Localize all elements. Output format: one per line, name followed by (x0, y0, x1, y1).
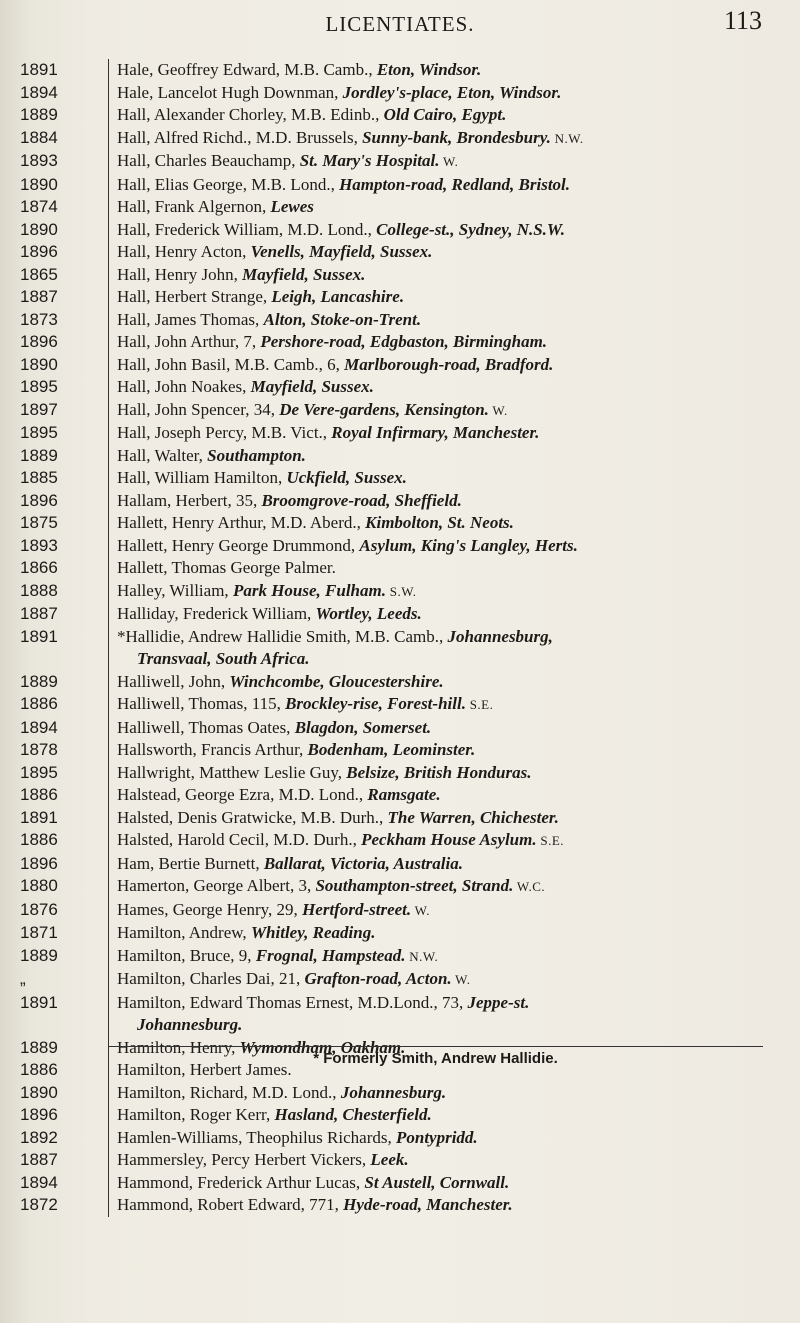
page-header (0, 4, 800, 44)
list-item (0, 829, 800, 853)
entry-year: 1896 (20, 332, 58, 351)
entry-address: Jeppe-st. (467, 992, 530, 1012)
entry-address: Ramsgate. (367, 785, 441, 804)
entry-name: Hallsworth, Francis Arthur, (117, 740, 308, 759)
entry-text (108, 626, 763, 671)
entry-name: Hallett, Henry Arthur, M.D. Aberd., (117, 513, 366, 532)
entry-address: Mayfield, Sussex. (242, 264, 366, 284)
entry-name: Hamilton, Charles Dai, 21, (117, 969, 305, 988)
entry-name: Hall, Elias George, M.B. Lond., (117, 174, 340, 194)
entry-district: S.E. (465, 697, 494, 712)
entry-year: 1894 (20, 717, 58, 737)
entry-address: Jordley's-place, Eton, Windsor. (342, 82, 562, 102)
entry-name: Hamerton, George Albert, 3, (117, 876, 316, 895)
entry-name: Hallett, Henry George Drummond, (117, 535, 360, 555)
entry-year: 1888 (20, 580, 58, 600)
entry-address: Bodenham, Leominster. (307, 740, 476, 759)
entry-address: The Warren, Chichester. (387, 807, 559, 827)
entry-text (108, 241, 763, 264)
entry-name: Ham, Bertie Burnett, (117, 853, 264, 873)
entry-name: Hall, Frederick William, M.D. Lond., (117, 219, 377, 239)
entry-year: 1887 (20, 287, 58, 306)
entry-text (108, 1194, 763, 1217)
entry-address: Mayfield, Sussex. (250, 377, 374, 396)
entry-address: Old Cairo, Egypt. (383, 105, 507, 124)
entry-text (108, 82, 763, 105)
entry-name: Hamilton, Henry, (117, 1037, 240, 1057)
entry-year: 1874 (20, 197, 58, 216)
entry-name: Hallwright, Matthew Leslie Guy, (117, 762, 347, 782)
entry-address: De Vere-gardens, Kensington. (279, 399, 489, 419)
entry-district: S.E. (536, 833, 565, 848)
entry-text (108, 467, 763, 490)
entry-name: Hamilton, Roger Kerr, (117, 1105, 275, 1124)
entry-text (108, 717, 763, 740)
entry-year: 1897 (20, 399, 58, 419)
entry-year: 1890 (20, 174, 58, 194)
entry-name: Hale, Geoffrey Edward, M.B. Camb., (117, 60, 377, 79)
entry-text (108, 127, 763, 151)
entry-address: Wymondham, Oakham. (239, 1037, 406, 1057)
entry-address: Asylum, King's Langley, Herts. (359, 535, 578, 555)
entry-year: 1880 (20, 876, 58, 895)
entry-text (108, 1172, 763, 1195)
entry-address: Wortley, Leeds. (315, 604, 422, 623)
entry-text (108, 174, 763, 197)
entry-text (108, 104, 763, 127)
entry-year: 1894 (20, 82, 58, 102)
entry-address: Lewes (270, 197, 314, 216)
entry-year: 1890 (20, 354, 58, 374)
entry-text (108, 739, 763, 762)
entry-name: Hall, Joseph Percy, M.B. Vict., (117, 423, 332, 442)
entry-text (108, 196, 763, 219)
list-item (0, 219, 800, 242)
entry-address: Hasland, Chesterfield. (274, 1105, 432, 1124)
entry-year: 1889 (20, 945, 58, 965)
entry-year: 1878 (20, 740, 58, 759)
entry-address: Hertford-street. (302, 899, 412, 919)
list-item (0, 784, 800, 807)
list-item (0, 1194, 800, 1217)
list-item (0, 174, 800, 197)
entry-address: St Austell, Cornwall. (364, 1172, 510, 1192)
entry-district: W.C. (513, 879, 546, 894)
list-item (0, 467, 800, 490)
running-title: LICENTIATES. (325, 12, 475, 36)
list-item (0, 59, 800, 82)
entry-year: 1895 (20, 377, 58, 396)
footnote: * Formerly Smith, Andrew Hallidie. (313, 1050, 558, 1067)
entry-district: S.W. (385, 583, 417, 599)
entry-name: Hall, John Basil, M.B. Camb., 6, (117, 354, 345, 374)
entry-year: 1896 (20, 853, 58, 873)
entry-year: 1876 (20, 899, 58, 919)
entry-address: College-st., Sydney, N.S.W. (376, 219, 566, 239)
list-item (0, 1104, 800, 1127)
entry-text (108, 693, 763, 717)
entry-name: Hallett, Thomas George Palmer. (117, 558, 336, 577)
entry-text (108, 945, 763, 969)
entry-address: Leek. (370, 1150, 409, 1169)
entry-text (108, 557, 763, 580)
entry-text (108, 490, 763, 513)
entry-address: Ballarat, Victoria, Australia. (263, 853, 463, 873)
entry-text (108, 807, 763, 830)
entry-name: Hall, Alexander Chorley, M.B. Edinb., (117, 105, 384, 124)
entry-year: 1895 (20, 423, 58, 442)
entry-year: 1886 (20, 694, 58, 713)
entry-year: 1865 (20, 264, 58, 284)
list-item (0, 354, 800, 377)
entry-year: 1896 (20, 242, 58, 261)
entry-name: Hall, John Noakes, (117, 377, 251, 396)
list-item (0, 422, 800, 445)
entry-address: St. Mary's Hospital. (299, 151, 440, 170)
entry-address: Southampton. (207, 445, 306, 465)
entry-address: Johannesburg, (447, 626, 553, 646)
entry-year: 1896 (20, 490, 58, 510)
entry-text (108, 535, 763, 558)
entry-name: Hall, Henry Acton, (117, 242, 251, 261)
entry-address: Frognal, Hampstead. (255, 945, 406, 965)
list-item (0, 853, 800, 876)
entry-text (108, 376, 763, 399)
entry-year: 1873 (20, 309, 58, 329)
entry-text (108, 992, 763, 1037)
entry-year: 1887 (20, 604, 58, 623)
entry-year: 1890 (20, 1082, 58, 1102)
list-item (0, 945, 800, 969)
entry-address: Winchcombe, Gloucestershire. (229, 671, 444, 691)
entry-text (108, 671, 763, 694)
entry-name: Hall, Herbert Strange, (117, 287, 272, 306)
list-item (0, 899, 800, 923)
entry-name: Hall, Alfred Richd., M.D. Brussels, (117, 127, 363, 147)
entry-year: 1872 (20, 1195, 58, 1214)
entry-text (108, 331, 763, 354)
entry-district: W. (451, 972, 471, 987)
entry-year: 1886 (20, 830, 58, 849)
entry-year: 1894 (20, 1172, 58, 1192)
entry-address: Hampton-road, Redland, Bristol. (339, 174, 571, 194)
entry-text (108, 829, 763, 853)
entry-address: Pershore-road, Edgbaston, Birmingham. (260, 332, 548, 351)
licentiates-list (0, 59, 800, 1217)
entry-address: Alton, Stoke-on-Trent. (263, 309, 422, 329)
entry-address: Royal Infirmary, Manchester. (331, 423, 540, 442)
entry-text (108, 603, 763, 626)
list-item (0, 331, 800, 354)
entry-text (108, 512, 763, 535)
list-item (0, 512, 800, 535)
entry-name: Hamlen-Williams, Theophilus Richards, (117, 1127, 396, 1147)
entry-name: Halliwell, John, (117, 671, 230, 691)
list-item (0, 968, 800, 992)
list-item (0, 992, 800, 1037)
entry-name: Hall, Frank Algernon, (117, 197, 271, 216)
list-item (0, 603, 800, 626)
entry-year: 1886 (20, 785, 58, 804)
entry-text (108, 853, 763, 876)
entry-year: 1889 (20, 1037, 58, 1057)
entry-address: Park House, Fulham. (232, 580, 386, 600)
entry-name: Hall, Walter, (117, 445, 208, 465)
list-item (0, 82, 800, 105)
entry-year: 1893 (20, 151, 58, 170)
entry-address: Eton, Windsor. (376, 60, 482, 79)
entry-text (108, 422, 763, 445)
entry-name: Hamilton, Bruce, 9, (117, 945, 256, 965)
entry-address-continued: Transvaal, South Africa. (137, 649, 310, 668)
entry-address: Kimbolton, St. Neots. (365, 513, 514, 532)
entry-name: Hall, John Spencer, 34, (117, 399, 280, 419)
footnote-rule (108, 1046, 763, 1047)
entry-address: Hyde-road, Manchester. (343, 1195, 513, 1214)
entry-name: Hamilton, Edward Thomas Ernest, M.D.Lond., 73, (117, 992, 468, 1012)
entry-name: Hammond, Robert Edward, 771, (117, 1195, 344, 1214)
list-item (0, 264, 800, 287)
list-item (0, 922, 800, 945)
entry-address: Grafton-road, Acton. (304, 969, 452, 988)
entry-year: 1889 (20, 445, 58, 465)
entry-year: 1896 (20, 1105, 58, 1124)
entry-text (108, 899, 763, 923)
entry-text (108, 59, 763, 82)
entry-address: Peckham House Asylum. (361, 830, 537, 849)
entry-text (108, 1149, 763, 1172)
list-item (0, 626, 800, 671)
entry-name: Hall, John Arthur, 7, (117, 332, 261, 351)
entry-year: 1889 (20, 671, 58, 691)
list-item (0, 490, 800, 513)
entry-name: Halliwell, Thomas, 115, (117, 694, 286, 713)
entry-name: Hammersley, Percy Herbert Vickers, (117, 1150, 371, 1169)
entry-text (108, 309, 763, 332)
entry-name: Hallam, Herbert, 35, (117, 490, 262, 510)
entry-text (108, 922, 763, 945)
entry-address-continued: Johannesburg. (137, 1015, 243, 1034)
entry-address: Marlborough-road, Bradford. (344, 354, 554, 374)
list-item (0, 807, 800, 830)
list-item (0, 739, 800, 762)
list-item (0, 286, 800, 309)
list-item (0, 557, 800, 580)
entry-name: Hale, Lancelot Hugh Downman, (117, 82, 343, 102)
entry-year: 1875 (20, 513, 58, 532)
entry-text (108, 286, 763, 309)
entry-year: 1866 (20, 558, 58, 577)
list-item (0, 1082, 800, 1105)
entry-name: Hammond, Frederick Arthur Lucas, (117, 1172, 365, 1192)
entry-year: 1890 (20, 219, 58, 239)
list-item (0, 309, 800, 332)
entry-text (108, 968, 763, 992)
entry-district: W. (439, 154, 459, 169)
list-item (0, 535, 800, 558)
entry-name: Hall, Charles Beauchamp, (117, 151, 300, 170)
entry-name: Halsted, Harold Cecil, M.D. Durh., (117, 830, 362, 849)
entry-year: 1892 (20, 1127, 58, 1147)
list-item (0, 445, 800, 468)
entry-address: Venells, Mayfield, Sussex. (250, 242, 433, 261)
entry-text (108, 875, 763, 899)
entry-text (108, 1127, 763, 1150)
entry-name: Hall, James Thomas, (117, 309, 264, 329)
list-item (0, 150, 800, 174)
list-item (0, 693, 800, 717)
entry-year: 1886 (20, 1060, 58, 1079)
entry-year: 1891 (20, 992, 58, 1012)
entry-text (108, 219, 763, 242)
entry-address: Uckfield, Sussex. (286, 468, 407, 487)
entry-year: 1893 (20, 535, 58, 555)
entry-address: Blagdon, Somerset. (294, 717, 432, 737)
entry-address: Johannesburg. (340, 1082, 447, 1102)
entry-year: 1891 (20, 807, 58, 827)
entry-text (108, 445, 763, 468)
entry-name: Hames, George Henry, 29, (117, 899, 303, 919)
entry-address: Pontypridd. (395, 1127, 478, 1147)
entry-district: N.W. (550, 130, 584, 146)
entry-name: Halliday, Frederick William, (117, 604, 316, 623)
entry-text (108, 354, 763, 377)
list-item (0, 241, 800, 264)
entry-year: 1895 (20, 762, 58, 782)
entry-year: 1885 (20, 468, 58, 487)
list-item (0, 875, 800, 899)
entry-name: Hamilton, Richard, M.D. Lond., (117, 1082, 341, 1102)
entry-address: Sunny-bank, Brondesbury. (362, 127, 551, 147)
entry-name: Hall, William Hamilton, (117, 468, 287, 487)
entry-district: N.W. (405, 948, 439, 964)
list-item (0, 762, 800, 785)
entry-year: 1889 (20, 105, 58, 124)
entry-year: 1884 (20, 127, 58, 147)
entry-year: 1891 (20, 626, 58, 646)
entry-address: Belsize, British Honduras. (346, 762, 532, 782)
entry-address: Brockley-rise, Forest-hill. (285, 694, 466, 713)
list-item (0, 1127, 800, 1150)
entry-address: Leigh, Lancashire. (271, 287, 405, 306)
entry-name: Hamilton, Andrew, (117, 923, 251, 942)
entry-year: 1891 (20, 60, 58, 79)
list-item (0, 376, 800, 399)
entry-text (108, 1082, 763, 1105)
entry-text (108, 762, 763, 785)
entry-address: Broomgrove-road, Sheffield. (261, 490, 462, 510)
entry-name: Halliwell, Thomas Oates, (117, 717, 295, 737)
entry-name: Halsted, Denis Gratwicke, M.B. Durh., (117, 807, 388, 827)
entry-name: Halley, William, (117, 580, 233, 600)
entry-text (108, 784, 763, 807)
list-item (0, 671, 800, 694)
list-item (0, 196, 800, 219)
entry-district: W. (488, 402, 508, 418)
list-item (0, 127, 800, 151)
list-item (0, 717, 800, 740)
entry-year: 1887 (20, 1150, 58, 1169)
list-item (0, 104, 800, 127)
list-item (0, 399, 800, 423)
entry-address: Southampton-street, Strand. (315, 876, 514, 895)
entry-name: Hall, Henry John, (117, 264, 243, 284)
entry-text (108, 399, 763, 423)
page-number: 113 (723, 6, 762, 35)
entry-text (108, 264, 763, 287)
list-item (0, 1149, 800, 1172)
entry-name: Halstead, George Ezra, M.D. Lond., (117, 785, 368, 804)
list-item (0, 580, 800, 604)
entry-year: 1871 (20, 923, 58, 942)
list-item (0, 1172, 800, 1195)
entry-year: „ (20, 969, 26, 988)
entry-district: W. (411, 902, 430, 918)
entry-text (108, 1104, 763, 1127)
entry-text (108, 580, 763, 604)
entry-name: Hamilton, Herbert James. (117, 1060, 292, 1079)
entry-text (108, 150, 763, 174)
entry-name: *Hallidie, Andrew Hallidie Smith, M.B. Camb., (117, 626, 448, 646)
entry-address: Whitley, Reading. (250, 923, 376, 942)
